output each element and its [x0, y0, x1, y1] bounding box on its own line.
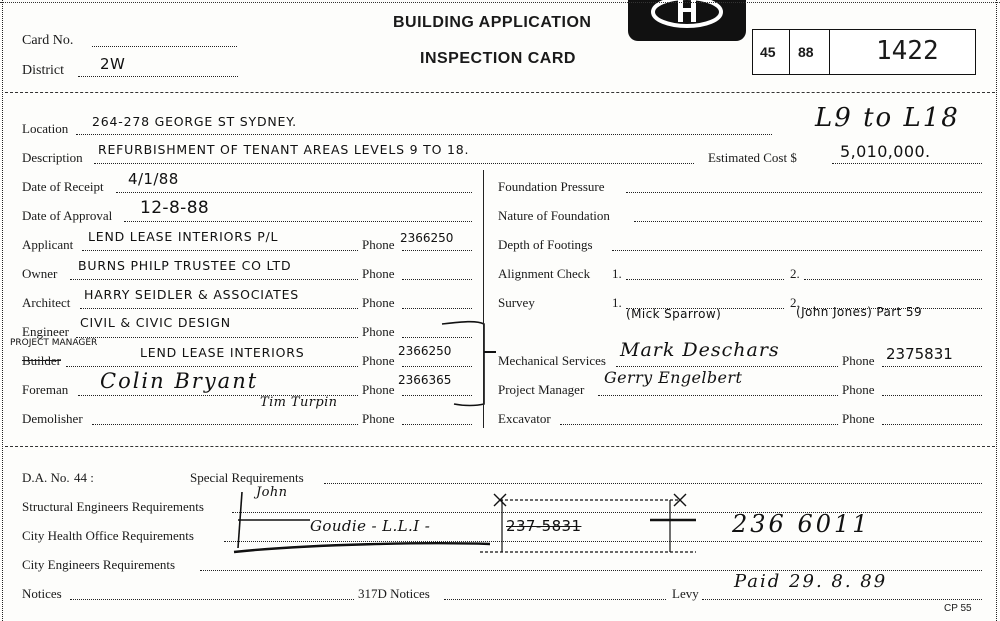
architect-phone-label: Phone: [362, 295, 395, 310]
project-manager-phone-label: Phone: [842, 382, 875, 397]
levy-line: [702, 599, 982, 600]
alignment-2-line: [804, 279, 982, 280]
builder-phone-value: 2366250: [398, 344, 452, 358]
excavator-line: [560, 424, 838, 425]
owner-label: Owner: [22, 266, 58, 281]
applicant-line: [82, 250, 358, 251]
logo-emblem-icon: [628, 0, 746, 41]
builder-value: LEND LEASE INTERIORS: [140, 345, 305, 360]
date-approval-label: Date of Approval: [22, 208, 113, 223]
applicant-value: LEND LEASE INTERIORS P/L: [88, 229, 279, 244]
levy-label: Levy: [672, 586, 699, 601]
mechanical-phone-label: Phone: [842, 353, 875, 368]
lower-divider: [5, 446, 995, 447]
project-manager-phone-line: [882, 395, 982, 396]
engineer-line: [76, 337, 358, 338]
nature-foundation-label: Nature of Foundation: [498, 208, 610, 223]
foreman-phone-label: Phone: [362, 382, 395, 397]
project-manager-label: Project Manager: [498, 382, 585, 397]
estimated-cost-line: [832, 163, 982, 164]
box-divider-2: [829, 30, 830, 74]
handwritten-marks-icon: [230, 490, 700, 560]
alignment-2-label: 2.: [790, 266, 800, 281]
applicant-phone-line: [402, 250, 472, 251]
owner-line: [70, 279, 358, 280]
foreman-phone-value: 2366365: [398, 373, 452, 387]
alignment-1-label: 1.: [612, 266, 622, 281]
left-edge: [2, 0, 3, 621]
applicant-phone-label: Phone: [362, 237, 395, 252]
levy-value: Paid 29. 8. 89: [734, 571, 888, 592]
city-health-value: Goudie - L.L.I -: [310, 517, 431, 535]
levels-note: L9 to L18: [815, 103, 960, 133]
right-edge: [996, 0, 997, 621]
builder-line: [66, 366, 358, 367]
city-health-label: City Health Office Requirements: [22, 528, 194, 543]
header-divider: [5, 92, 995, 93]
survey-value-2: (John Jones) Part 59: [796, 305, 922, 319]
demolisher-phone-line: [402, 424, 472, 425]
description-label: Description: [22, 150, 83, 165]
location-line: [76, 134, 772, 135]
special-requirements-label: Special Requirements: [190, 470, 304, 485]
date-receipt-value: 4/1/88: [128, 170, 179, 188]
box-a-value: 45: [760, 44, 776, 60]
depth-footings-label: Depth of Footings: [498, 237, 593, 252]
special-requirements-line: [324, 483, 982, 484]
project-manager-value: Gerry Engelbert: [604, 368, 743, 387]
builder-label: Builder: [22, 353, 61, 368]
box-divider-1: [789, 30, 790, 74]
project-manager-line: [598, 395, 838, 396]
top-edge: [0, 2, 1000, 3]
depth-footings-line: [612, 250, 982, 251]
builder-phone-label: Phone: [362, 353, 395, 368]
foundation-pressure-label: Foundation Pressure: [498, 179, 605, 194]
owner-phone-label: Phone: [362, 266, 395, 281]
box-b-value: 88: [798, 44, 814, 60]
location-value: 264-278 GEORGE ST SYDNEY.: [92, 114, 297, 129]
city-health-phone: 236 6011: [732, 510, 871, 538]
architect-label: Architect: [22, 295, 71, 310]
mechanical-phone-line: [882, 366, 982, 367]
structural-note: John: [256, 485, 288, 500]
notices-label: Notices: [22, 586, 62, 601]
council-logo: [628, 0, 746, 41]
description-value: REFURBISHMENT OF TENANT AREAS LEVELS 9 TO 18.: [98, 142, 470, 157]
date-approval-line: [124, 221, 472, 222]
architect-line: [80, 308, 358, 309]
demolisher-phone-label: Phone: [362, 411, 395, 426]
survey-label: Survey: [498, 295, 535, 310]
applicant-phone-value: 2366250: [400, 231, 454, 245]
da-label: D.A. No.: [22, 470, 70, 485]
city-engineers-label: City Engineers Requirements: [22, 557, 176, 572]
survey-value-1: (Mick Sparrow): [626, 307, 722, 321]
city-health-struck: 237-5831: [506, 517, 582, 535]
architect-value: HARRY SEIDLER & ASSOCIATES: [84, 287, 300, 302]
notices-line: [70, 599, 354, 600]
card-no-label: Card No.: [22, 33, 74, 48]
architect-phone-line: [402, 308, 472, 309]
foreman-value-2: Tim Turpin: [260, 395, 338, 410]
engineer-value: CIVIL & CIVIC DESIGN: [80, 315, 231, 330]
box-number-value: 1422: [876, 36, 939, 66]
district-value: 2W: [100, 55, 126, 73]
district-line: [78, 76, 238, 77]
card-no-line: [92, 46, 237, 47]
card-title: BUILDING APPLICATION: [393, 14, 592, 31]
demolisher-line: [92, 424, 358, 425]
engineer-phone-label: Phone: [362, 324, 395, 339]
mechanical-label: Mechanical Services: [498, 353, 606, 368]
excavator-label: Excavator: [498, 411, 551, 426]
date-receipt-label: Date of Receipt: [22, 179, 104, 194]
mechanical-value: Mark Deschars: [620, 339, 780, 361]
phone-bracket-icon: [440, 318, 500, 410]
applicant-label: Applicant: [22, 237, 74, 252]
foreman-label: Foreman: [22, 382, 69, 397]
estimated-cost-value: 5,010,000.: [840, 142, 931, 161]
structural-label: Structural Engineers Requirements: [22, 499, 204, 514]
alignment-check-label: Alignment Check: [498, 266, 591, 281]
survey-1-label: 1.: [612, 295, 622, 310]
notices-317d-line: [444, 599, 666, 600]
excavator-phone-label: Phone: [842, 411, 875, 426]
da-value: 44 :: [74, 470, 94, 485]
form-code: CP 55: [944, 603, 972, 614]
nature-foundation-line: [634, 221, 982, 222]
column-divider: [483, 170, 484, 428]
district-label: District: [22, 63, 64, 78]
engineer-label: Engineer: [22, 324, 69, 339]
notices-317d-label: 317D Notices: [358, 586, 430, 601]
description-line: [94, 163, 694, 164]
estimated-cost-label: Estimated Cost $: [708, 150, 797, 165]
card-subtitle: INSPECTION CARD: [420, 50, 576, 67]
card-number-box: [752, 29, 976, 75]
excavator-phone-line: [882, 424, 982, 425]
owner-value: BURNS PHILP TRUSTEE CO LTD: [78, 258, 292, 273]
date-approval-value: 12-8-88: [140, 198, 210, 218]
foundation-pressure-line: [626, 192, 982, 193]
project-manager-note: PROJECT MANAGER: [10, 338, 98, 348]
alignment-1-line: [626, 279, 784, 280]
mechanical-phone-value: 2375831: [886, 345, 953, 363]
mechanical-line: [616, 366, 838, 367]
survey-2-label: 2.: [790, 295, 800, 310]
demolisher-label: Demolisher: [22, 411, 83, 426]
location-label: Location: [22, 121, 69, 136]
date-receipt-line: [116, 192, 472, 193]
foreman-value: Colin Bryant: [100, 369, 259, 393]
owner-phone-line: [402, 279, 472, 280]
